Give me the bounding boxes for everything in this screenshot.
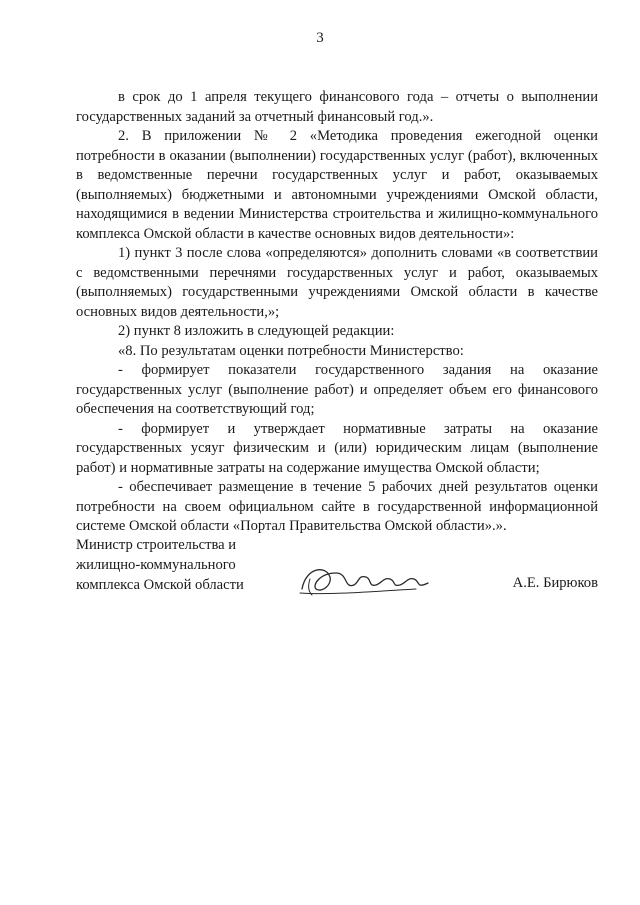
signer-name: А.Е. Бирюков bbox=[512, 575, 598, 591]
paragraph-item-1: 1) пункт 3 после слова «определяются» дополнить словами «в соответствии с ведомственными перечнями государственных услуг и работ, оказываемых (выполняемых) государственными учреждениями Омской области в качестве основных видов деятельности,»; bbox=[76, 245, 598, 320]
signer-title-line: жилищно-коммунального bbox=[76, 557, 236, 573]
page-number: 3 bbox=[316, 30, 324, 46]
paragraph-appendix-2: 2. В приложении № 2 «Методика проведения ежегодной оценки потребности в оказании (выполнении) государственных услуг (работ), включенных в ведомственные перечни государственных услуг и работ, оказываемых (выполняемых) бюджетными и автономными учреждениями Омской области, находящимися в ведении Министерства строительства и жилищно-коммунального комплекса Омской области в качестве основных видов деятельности»: bbox=[76, 128, 598, 242]
paragraph-item-2: 2) пункт 8 изложить в следующей редакции: bbox=[118, 323, 395, 339]
list-item-forms-indicators: - формирует показатели государственного задания на оказание государственных услуг (выполнение работ) и определяет объем его финансового обеспечения на соответствующий год; bbox=[76, 362, 598, 417]
signer-title-line: Министр строительства и bbox=[76, 537, 237, 553]
document-body bbox=[76, 88, 598, 537]
list-item-publishes-results: - обеспечивает размещение в течение 5 рабочих дней результатов оценки потребности на своем официальном сайте в государственной информационной системе Омской области «Портал Правительства Омской области».». bbox=[76, 479, 598, 534]
signer-title bbox=[76, 535, 306, 595]
signer-title-line: комплекса Омской области bbox=[76, 577, 244, 593]
paragraph-deadline: в срок до 1 апреля текущего финансового года – отчеты о выполнении государственных заданий за отчетный финансовый год.». bbox=[76, 89, 598, 125]
paragraph-point-8: «8. По результатам оценки потребности Министерство: bbox=[118, 342, 464, 359]
handwritten-signature bbox=[296, 559, 436, 603]
list-item-approves-costs: - формирует и утверждает нормативные затраты на оказание государственных усяуг физическим и (или) юридическим лицам (выполнение работ) и нормативные затраты на содержание имущества Омской области; bbox=[76, 420, 598, 476]
